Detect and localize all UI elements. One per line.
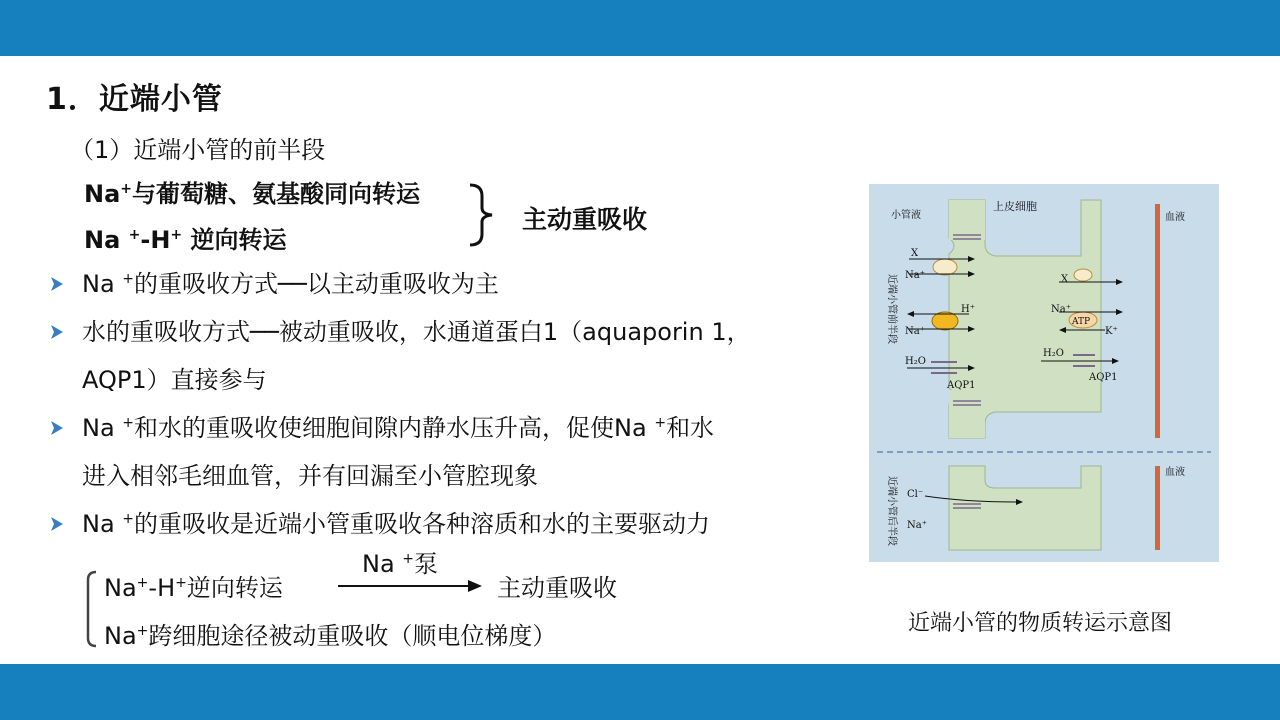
label-h2o-left: H₂O xyxy=(905,356,926,367)
label-na-left-2: Na⁺ xyxy=(905,326,925,337)
label-blood: 血液 xyxy=(1165,212,1185,223)
label-aqp-left: AQP1 xyxy=(947,380,976,391)
label-atp: ATP xyxy=(1072,317,1091,327)
triangle-bullet-icon xyxy=(46,308,76,356)
arrow-result: 主动重吸收 xyxy=(497,574,617,602)
proximal-tubule-diagram xyxy=(869,184,1219,562)
label-aqp-right: AQP1 xyxy=(1089,372,1118,383)
brace-label: 主动重吸收 xyxy=(522,205,648,234)
header-bar xyxy=(0,0,1280,56)
label-back-segment: 近端小管后半段 xyxy=(886,476,897,546)
figure-caption: 近端小管的物质转运示意图 xyxy=(908,611,1173,636)
label-na-left-1: Na⁺ xyxy=(905,270,925,281)
pump-label: Na +泵 xyxy=(362,550,439,578)
label-x-right: X xyxy=(1061,274,1069,285)
triangle-bullet-icon xyxy=(46,500,76,548)
label-h-plus: H⁺ xyxy=(961,304,975,315)
bracket-line-2: Na+跨细胞途径被动重吸收（顺电位梯度） xyxy=(104,622,557,650)
triangle-bullet-icon xyxy=(46,404,76,452)
square-bracket xyxy=(84,570,100,648)
footer-bar xyxy=(0,664,1280,720)
label-h2o-right: H₂O xyxy=(1043,348,1064,359)
label-k-plus: K⁺ xyxy=(1105,326,1118,337)
right-arrow-icon xyxy=(336,578,484,594)
page-title: 1．近端小管 xyxy=(46,82,223,117)
label-front-segment: 近端小管前半段 xyxy=(886,274,897,344)
curly-brace xyxy=(466,182,506,248)
label-na-right: Na⁺ xyxy=(1051,304,1071,315)
brace-line-2: Na +-H+ 逆向转运 xyxy=(84,226,287,254)
label-na-back: Na⁺ xyxy=(907,520,927,531)
brace-line-1: Na+与葡萄糖、氨基酸同向转运 xyxy=(84,180,421,208)
label-blood-2: 血液 xyxy=(1165,467,1185,478)
label-x-left: X xyxy=(911,248,919,259)
label-lumen: 小管液 xyxy=(891,210,921,221)
section-subtitle: （1）近端小管的前半段 xyxy=(70,136,326,164)
label-cl-minus: Cl⁻ xyxy=(907,489,924,500)
bracket-line-1: Na+-H+逆向转运 xyxy=(104,574,283,602)
triangle-bullet-icon xyxy=(46,260,76,308)
label-epithelium: 上皮细胞 xyxy=(993,200,1037,213)
